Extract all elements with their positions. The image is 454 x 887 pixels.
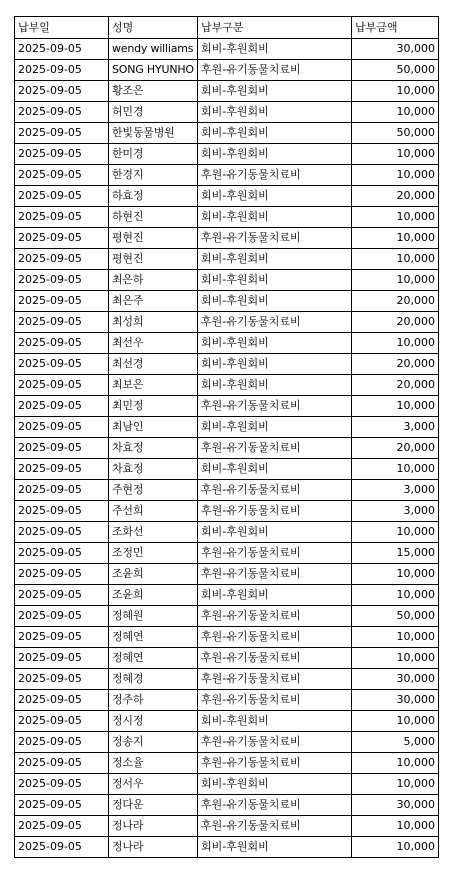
payment-amount-cell: 10,000 — [352, 564, 439, 585]
table-row — [15, 732, 439, 753]
table-row — [15, 375, 439, 396]
donor-name-cell: 조윤희 — [109, 564, 198, 585]
table-row — [15, 522, 439, 543]
payment-amount-cell: 10,000 — [352, 648, 439, 669]
payment-type-cell: 회비-후원회비 — [198, 711, 352, 732]
payment-type-cell: 회비-후원회비 — [198, 249, 352, 270]
payment-type-cell: 회비-후원회비 — [198, 144, 352, 165]
donor-name-cell: 최선경 — [109, 354, 198, 375]
payment-amount-cell: 10,000 — [352, 333, 439, 354]
table-row — [15, 438, 439, 459]
payment-date-cell: 2025-09-05 — [15, 774, 109, 795]
table-row — [15, 186, 439, 207]
payment-amount-cell: 3,000 — [352, 417, 439, 438]
table-row — [15, 270, 439, 291]
payment-date-cell: 2025-09-05 — [15, 711, 109, 732]
payment-date-cell: 2025-09-05 — [15, 396, 109, 417]
payment-date-cell: 2025-09-05 — [15, 438, 109, 459]
donor-name-cell: 최민정 — [109, 396, 198, 417]
donor-name-cell: 정혜연 — [109, 648, 198, 669]
header-row — [15, 17, 439, 39]
payment-type-cell: 회비-후원회비 — [198, 417, 352, 438]
payment-amount-cell: 20,000 — [352, 354, 439, 375]
donor-name-cell: 정서우 — [109, 774, 198, 795]
table-header — [15, 17, 439, 39]
payment-type-cell: 회비-후원회비 — [198, 585, 352, 606]
donor-name-cell: 평현진 — [109, 228, 198, 249]
payment-amount-cell: 30,000 — [352, 795, 439, 816]
payment-amount-cell: 30,000 — [352, 669, 439, 690]
payment-type-cell: 회비-후원회비 — [198, 102, 352, 123]
payment-type-cell: 후원-유기동물치료비 — [198, 501, 352, 522]
payment-amount-cell: 10,000 — [352, 627, 439, 648]
table-row — [15, 543, 439, 564]
payment-amount-cell: 30,000 — [352, 690, 439, 711]
payment-date-cell: 2025-09-05 — [15, 291, 109, 312]
donor-name-cell: 정혜경 — [109, 669, 198, 690]
payment-amount-cell: 30,000 — [352, 39, 439, 60]
payment-date-cell: 2025-09-05 — [15, 249, 109, 270]
payment-type-cell: 후원-유기동물치료비 — [198, 795, 352, 816]
payment-type-cell: 후원-유기동물치료비 — [198, 312, 352, 333]
table-row — [15, 60, 439, 81]
payment-amount-cell: 20,000 — [352, 312, 439, 333]
table-row — [15, 648, 439, 669]
payment-amount-cell: 5,000 — [352, 732, 439, 753]
table-row — [15, 291, 439, 312]
payment-type-cell: 후원-유기동물치료비 — [198, 228, 352, 249]
payment-amount-cell: 10,000 — [352, 837, 439, 858]
payment-date-cell: 2025-09-05 — [15, 585, 109, 606]
donor-name-cell: 주현정 — [109, 480, 198, 501]
payment-date-cell: 2025-09-05 — [15, 753, 109, 774]
table-row — [15, 501, 439, 522]
payment-date-cell: 2025-09-05 — [15, 186, 109, 207]
donor-name-cell: 조화선 — [109, 522, 198, 543]
payment-date-cell: 2025-09-05 — [15, 165, 109, 186]
donor-name-cell: 정나라 — [109, 816, 198, 837]
payment-type-cell: 회비-후원회비 — [198, 837, 352, 858]
payment-type-cell: 후원-유기동물치료비 — [198, 669, 352, 690]
table-body — [15, 39, 439, 858]
donor-name-cell: 정송지 — [109, 732, 198, 753]
payment-type-cell: 후원-유기동물치료비 — [198, 648, 352, 669]
payment-type-cell: 후원-유기동물치료비 — [198, 816, 352, 837]
table-row — [15, 774, 439, 795]
donor-name-cell: 최남인 — [109, 417, 198, 438]
donor-name-cell: 조윤희 — [109, 585, 198, 606]
payment-amount-cell: 20,000 — [352, 375, 439, 396]
donor-name-cell: 정다운 — [109, 795, 198, 816]
table-row — [15, 627, 439, 648]
payment-date-cell: 2025-09-05 — [15, 795, 109, 816]
table-row — [15, 123, 439, 144]
payment-amount-cell: 10,000 — [352, 249, 439, 270]
payment-amount-cell: 3,000 — [352, 480, 439, 501]
payment-amount-cell: 20,000 — [352, 186, 439, 207]
donor-name-cell: 정주하 — [109, 690, 198, 711]
payment-amount-cell: 10,000 — [352, 753, 439, 774]
payment-date-cell: 2025-09-05 — [15, 606, 109, 627]
payment-amount-cell: 50,000 — [352, 60, 439, 81]
donor-name-cell: 정혜연 — [109, 627, 198, 648]
payment-type-cell: 후원-유기동물치료비 — [198, 165, 352, 186]
payment-type-cell: 회비-후원회비 — [198, 123, 352, 144]
donor-name-cell: wendy williams — [109, 39, 198, 60]
payment-amount-cell: 10,000 — [352, 522, 439, 543]
donor-name-cell: 최은하 — [109, 270, 198, 291]
payment-amount-cell: 3,000 — [352, 501, 439, 522]
donor-name-cell: 한미경 — [109, 144, 198, 165]
donor-name-cell: 한경지 — [109, 165, 198, 186]
payment-date-cell: 2025-09-05 — [15, 375, 109, 396]
payment-amount-cell: 15,000 — [352, 543, 439, 564]
payment-date-cell: 2025-09-05 — [15, 123, 109, 144]
donor-name-cell: 평현진 — [109, 249, 198, 270]
payment-date-cell: 2025-09-05 — [15, 837, 109, 858]
payment-amount-cell: 10,000 — [352, 165, 439, 186]
table-row — [15, 249, 439, 270]
payment-type-cell: 회비-후원회비 — [198, 375, 352, 396]
payment-amount-cell: 50,000 — [352, 123, 439, 144]
table-row — [15, 81, 439, 102]
payment-date-cell: 2025-09-05 — [15, 816, 109, 837]
payment-type-cell: 후원-유기동물치료비 — [198, 396, 352, 417]
payment-date-cell: 2025-09-05 — [15, 81, 109, 102]
donor-name-cell: 차효정 — [109, 438, 198, 459]
table-row — [15, 417, 439, 438]
donor-name-cell: 하효정 — [109, 186, 198, 207]
payment-amount-cell: 20,000 — [352, 438, 439, 459]
payment-type-cell: 후원-유기동물치료비 — [198, 753, 352, 774]
header-name: 성명 — [109, 17, 198, 39]
payment-type-cell: 회비-후원회비 — [198, 186, 352, 207]
payment-date-cell: 2025-09-05 — [15, 627, 109, 648]
table-row — [15, 354, 439, 375]
donor-name-cell: 한빛동물병원 — [109, 123, 198, 144]
table-row — [15, 312, 439, 333]
table-row — [15, 39, 439, 60]
payment-type-cell: 회비-후원회비 — [198, 774, 352, 795]
donor-name-cell: 정나라 — [109, 837, 198, 858]
payment-amount-cell: 10,000 — [352, 459, 439, 480]
payment-amount-cell: 10,000 — [352, 396, 439, 417]
payment-type-cell: 회비-후원회비 — [198, 354, 352, 375]
table-row — [15, 606, 439, 627]
payment-date-cell: 2025-09-05 — [15, 417, 109, 438]
payment-date-cell: 2025-09-05 — [15, 564, 109, 585]
payment-date-cell: 2025-09-05 — [15, 459, 109, 480]
payment-type-cell: 회비-후원회비 — [198, 459, 352, 480]
donor-name-cell: 황조은 — [109, 81, 198, 102]
payment-type-cell: 회비-후원회비 — [198, 270, 352, 291]
donor-name-cell: SONG HYUNHO — [109, 60, 198, 81]
payment-amount-cell: 10,000 — [352, 816, 439, 837]
donor-name-cell: 최선우 — [109, 333, 198, 354]
donor-name-cell: 차효정 — [109, 459, 198, 480]
table-row — [15, 837, 439, 858]
donor-name-cell: 허민경 — [109, 102, 198, 123]
payment-amount-cell: 50,000 — [352, 606, 439, 627]
donor-name-cell: 하현진 — [109, 207, 198, 228]
payment-amount-cell: 10,000 — [352, 270, 439, 291]
donation-ledger-table — [14, 16, 439, 858]
payment-type-cell: 후원-유기동물치료비 — [198, 690, 352, 711]
table-row — [15, 690, 439, 711]
table-row — [15, 228, 439, 249]
payment-date-cell: 2025-09-05 — [15, 102, 109, 123]
payment-date-cell: 2025-09-05 — [15, 543, 109, 564]
payment-date-cell: 2025-09-05 — [15, 312, 109, 333]
table-row — [15, 711, 439, 732]
header-payment-amount: 납부금액 — [352, 17, 439, 39]
payment-date-cell: 2025-09-05 — [15, 144, 109, 165]
table-row — [15, 753, 439, 774]
donor-name-cell: 최성희 — [109, 312, 198, 333]
table-row — [15, 207, 439, 228]
payment-type-cell: 후원-유기동물치료비 — [198, 438, 352, 459]
payment-type-cell: 후원-유기동물치료비 — [198, 606, 352, 627]
payment-amount-cell: 10,000 — [352, 711, 439, 732]
payment-amount-cell: 10,000 — [352, 81, 439, 102]
table-row — [15, 333, 439, 354]
table-row — [15, 102, 439, 123]
payment-amount-cell: 10,000 — [352, 228, 439, 249]
table-row — [15, 459, 439, 480]
payment-amount-cell: 10,000 — [352, 207, 439, 228]
payment-amount-cell: 10,000 — [352, 585, 439, 606]
payment-amount-cell: 20,000 — [352, 291, 439, 312]
table-row — [15, 396, 439, 417]
donor-name-cell: 정혜원 — [109, 606, 198, 627]
donor-name-cell: 정시정 — [109, 711, 198, 732]
table-row — [15, 585, 439, 606]
table-row — [15, 795, 439, 816]
table-row — [15, 165, 439, 186]
payment-type-cell: 회비-후원회비 — [198, 333, 352, 354]
payment-type-cell: 후원-유기동물치료비 — [198, 480, 352, 501]
payment-type-cell: 후원-유기동물치료비 — [198, 543, 352, 564]
payment-date-cell: 2025-09-05 — [15, 228, 109, 249]
payment-date-cell: 2025-09-05 — [15, 501, 109, 522]
donor-name-cell: 최은주 — [109, 291, 198, 312]
payment-date-cell: 2025-09-05 — [15, 207, 109, 228]
payment-amount-cell: 10,000 — [352, 144, 439, 165]
table-row — [15, 480, 439, 501]
payment-date-cell: 2025-09-05 — [15, 480, 109, 501]
payment-type-cell: 회비-후원회비 — [198, 522, 352, 543]
payment-date-cell: 2025-09-05 — [15, 60, 109, 81]
payment-type-cell: 회비-후원회비 — [198, 39, 352, 60]
payment-amount-cell: 10,000 — [352, 102, 439, 123]
payment-type-cell: 후원-유기동물치료비 — [198, 564, 352, 585]
payment-date-cell: 2025-09-05 — [15, 270, 109, 291]
payment-type-cell: 회비-후원회비 — [198, 291, 352, 312]
donor-name-cell: 최보은 — [109, 375, 198, 396]
payment-date-cell: 2025-09-05 — [15, 333, 109, 354]
payment-date-cell: 2025-09-05 — [15, 669, 109, 690]
payment-type-cell: 회비-후원회비 — [198, 81, 352, 102]
payment-amount-cell: 10,000 — [352, 774, 439, 795]
payment-date-cell: 2025-09-05 — [15, 354, 109, 375]
payment-date-cell: 2025-09-05 — [15, 648, 109, 669]
donor-name-cell: 주선희 — [109, 501, 198, 522]
donor-name-cell: 정소율 — [109, 753, 198, 774]
payment-type-cell: 후원-유기동물치료비 — [198, 60, 352, 81]
payment-type-cell: 회비-후원회비 — [198, 207, 352, 228]
table-row — [15, 564, 439, 585]
table-row — [15, 669, 439, 690]
payment-date-cell: 2025-09-05 — [15, 690, 109, 711]
donor-name-cell: 조정민 — [109, 543, 198, 564]
payment-type-cell: 후원-유기동물치료비 — [198, 732, 352, 753]
payment-date-cell: 2025-09-05 — [15, 732, 109, 753]
header-payment-type: 납부구분 — [198, 17, 352, 39]
payment-type-cell: 후원-유기동물치료비 — [198, 627, 352, 648]
header-payment-date: 납부일 — [15, 17, 109, 39]
payment-date-cell: 2025-09-05 — [15, 522, 109, 543]
payment-date-cell: 2025-09-05 — [15, 39, 109, 60]
table-row — [15, 144, 439, 165]
table-row — [15, 816, 439, 837]
